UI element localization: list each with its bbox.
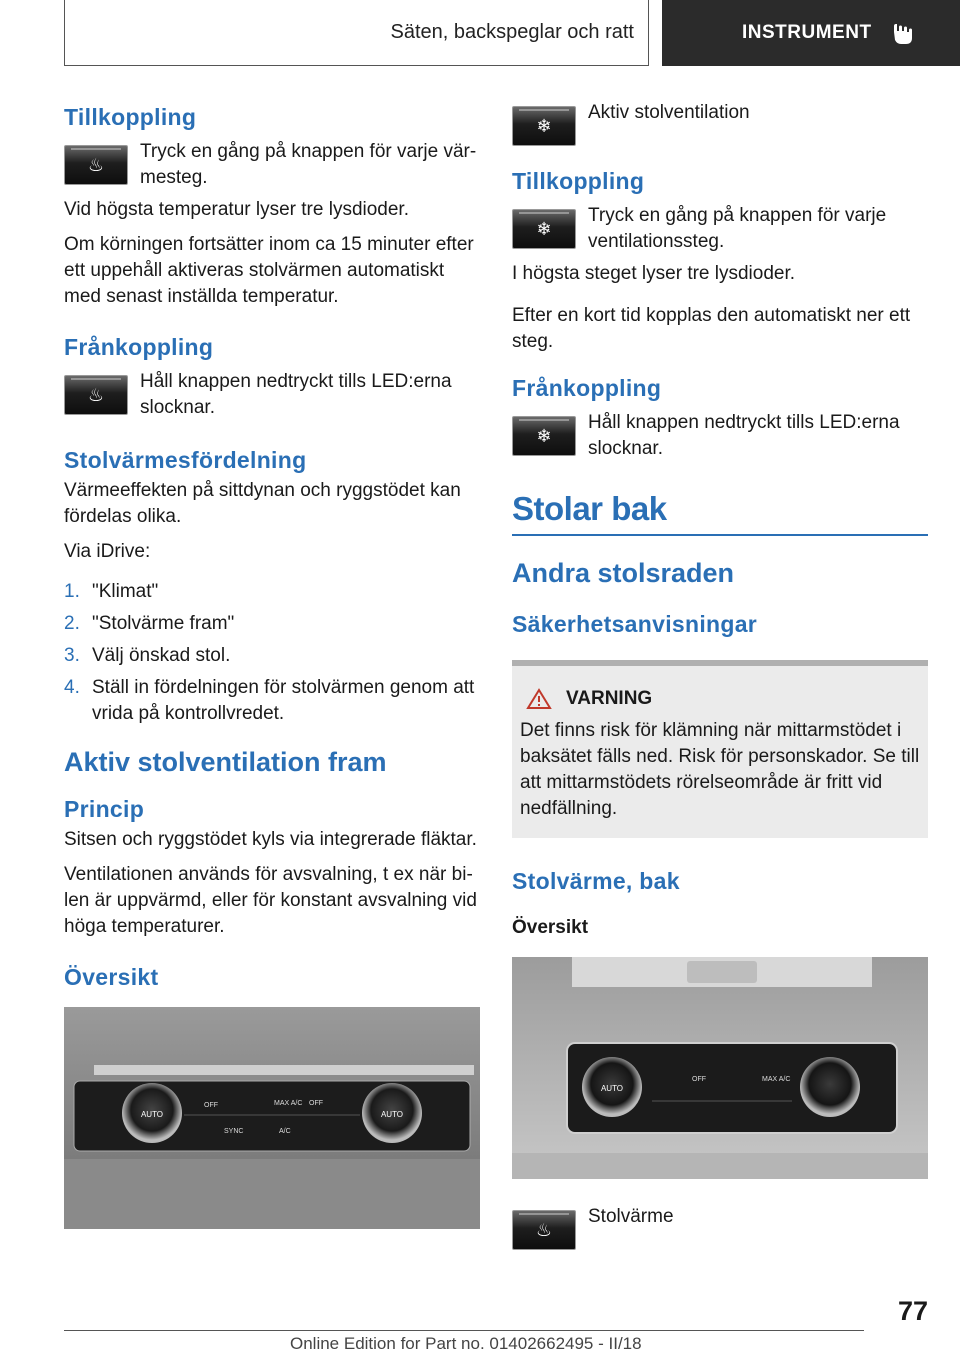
ventilation-on-row [512, 203, 928, 255]
ventilation-heading: Aktiv stolventilation fram [64, 747, 387, 777]
svg-text:OFF: OFF [692, 1076, 706, 1083]
list-item: 2. "Stolvärme fram" [64, 613, 235, 634]
princip-p2: Ventilationen används för avsvalning, t ex när bilen är uppvärmd, eller för konstant avsvalning vid höga temperaturer. [64, 864, 477, 937]
andra-stolsraden-heading: Andra stolsraden [512, 558, 735, 588]
svg-text:SYNC: SYNC [224, 1128, 244, 1135]
seat-heating-icon: ♨ [64, 375, 128, 415]
stolvarme-bak-heading: Stolvärme, bak [512, 868, 680, 894]
stolar-bak-heading: Stolar bak [512, 490, 667, 527]
svg-text:OFF: OFF [309, 1100, 323, 1107]
svg-text:A/C: A/C [279, 1128, 291, 1135]
princip-heading: Princip [64, 796, 145, 822]
left-column [64, 100, 480, 1234]
sakerhet-heading: Säkerhetsanvisningar [512, 611, 758, 637]
frankoppling-icon-text: Håll knappen nedtryckt tills LED:erna slocknar. [140, 371, 452, 418]
frankoppling-heading: Frånkoppling [64, 334, 214, 360]
oversikt-label: Översikt [512, 917, 589, 938]
section-title: INSTRUMENT [742, 22, 872, 43]
stolvarme-icon-text: Stolvärme [588, 1206, 674, 1227]
rear-seat-heating-row [512, 1204, 928, 1250]
right-column [512, 100, 928, 1256]
chapter-title: Säten, backspeglar och ratt [390, 21, 634, 43]
list-item: 3. Välj önskad stol. [64, 645, 231, 666]
heading-rule [512, 534, 928, 536]
princip-p1: Sitsen och ryggstödet kyls via integrerade fläktar. [64, 829, 477, 850]
ventilation-row [512, 100, 928, 146]
svg-text:AUTO: AUTO [600, 1084, 624, 1093]
seat-heating-icon: ♨ [512, 1210, 576, 1250]
hand-pointer-icon [888, 18, 918, 48]
svg-text:OFF: OFF [204, 1102, 218, 1109]
footer-divider [64, 1330, 864, 1331]
fordelning-p1: Värmeeffekten på sittdynan och ryggstödet kan fördelas olika. [64, 480, 461, 527]
list-item: 1. "Klimat" [64, 581, 159, 602]
tillkoppling-icon-text-right: Tryck en gång på knappen för varje ventilationssteg. [588, 205, 887, 252]
tillkoppling-p2: Om körningen fortsätter inom ca 15 minuter efter ett uppehåll aktiveras stolvärmen automatiskt med senast inställda temperatur. [64, 234, 474, 307]
frankoppling-heading-right: Frånkoppling [512, 375, 662, 401]
page-number: 77 [897, 1296, 928, 1326]
frankoppling-icon-text-right: Håll knappen nedtryckt tills LED:erna slocknar. [588, 412, 900, 459]
ventilation-off-row [512, 410, 928, 462]
ventilation-icon-text: Aktiv stolventilation [588, 102, 750, 123]
warning-triangle-icon [526, 688, 552, 710]
panel-auto-right: AUTO [380, 1110, 404, 1119]
fordelning-heading: Stolvärmesfördelning [64, 447, 307, 473]
section-tab [662, 0, 960, 66]
tillkoppling-p1-right: I högsta steget lyser tre lysdioder. [512, 263, 796, 284]
front-climate-panel-photo [64, 1007, 480, 1229]
seat-heating-off-row [64, 369, 480, 421]
seat-ventilation-icon: ❄ [512, 416, 576, 456]
tillkoppling-heading: Tillkoppling [64, 104, 197, 130]
panel-auto-left: AUTO [140, 1110, 164, 1119]
footer-edition: Online Edition for Part no. 01402662495 - II/18 [290, 1334, 642, 1353]
warning-box [512, 660, 928, 838]
warning-title: VARNING [520, 688, 920, 710]
tillkoppling-p2-right: Efter en kort tid kopplas den automatiskt ner ett steg. [512, 305, 911, 352]
tillkoppling-p1: Vid högsta temperatur lyser tre lysdioder. [64, 199, 409, 220]
rear-climate-panel-photo [512, 957, 928, 1179]
chapter-tab [64, 0, 649, 66]
fordelning-p2: Via iDrive: [64, 541, 151, 562]
idrive-steps [64, 579, 480, 727]
tillkoppling-heading-right: Tillkoppling [512, 168, 645, 194]
svg-text:MAX A/C: MAX A/C [274, 1100, 303, 1107]
seat-ventilation-icon: ❄ [512, 106, 576, 146]
seat-heating-icon: ♨ [64, 145, 128, 185]
warning-text: Det finns risk för klämning när mittarmstödet i baksätet fälls ned. Risk för personskador. Se till att mittarmstödets rörelseområde är fritt vid nedfällning. [520, 720, 920, 819]
list-item: 4. Ställ in fördelningen för stolvärmen genom att vrida på kontrollvredet. [64, 677, 475, 724]
svg-text:MAX A/C: MAX A/C [762, 1076, 791, 1083]
seat-ventilation-icon: ❄ [512, 209, 576, 249]
tillkoppling-icon-text: Tryck en gång på knappen för varje värmesteg. [140, 141, 477, 188]
oversikt-heading: Översikt [64, 964, 159, 990]
seat-heating-on-row [64, 139, 480, 191]
